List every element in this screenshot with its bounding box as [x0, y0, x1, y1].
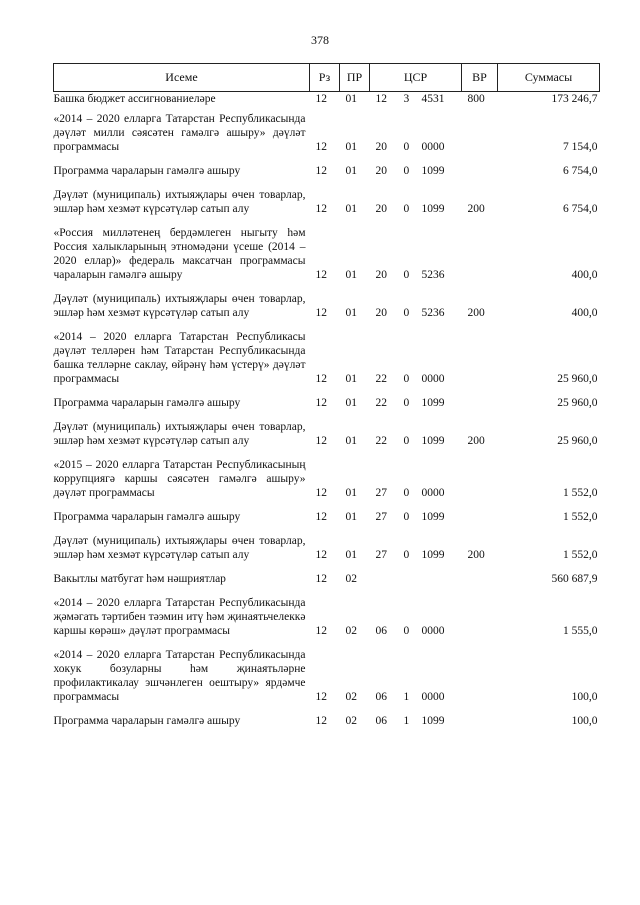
- row-csr-subprogram: 0: [403, 269, 410, 281]
- row-rz: 12: [315, 625, 327, 637]
- row-csr-direction: 5236: [421, 269, 445, 281]
- table-row: [54, 504, 600, 528]
- row-rz: 12: [315, 549, 327, 561]
- row-name: «2014 – 2020 елларга Татарстан Республикасы дәүләт телләрен һәм Татарстан Республикасында башка телләрне саклау, өйрәнү һәм үстерү» дәүләт программасы: [53, 331, 306, 385]
- row-csr-direction: 1099: [421, 165, 445, 177]
- page-number: 378: [311, 33, 329, 47]
- row-csr-program: 20: [375, 141, 387, 153]
- row-csr-subprogram: 0: [403, 307, 410, 319]
- budget-table: [53, 63, 600, 732]
- table-row: [54, 590, 600, 642]
- row-sum: 400,0: [571, 307, 598, 319]
- row-csr-program: 20: [375, 307, 387, 319]
- table-row: [54, 182, 600, 220]
- table-row: [54, 642, 600, 708]
- row-rz: 12: [315, 93, 327, 105]
- row-rz: 12: [315, 397, 327, 409]
- row-rz: 12: [315, 573, 327, 585]
- row-csr-subprogram: 0: [403, 165, 410, 177]
- row-rz: 12: [315, 373, 327, 385]
- row-csr-direction: [416, 566, 462, 590]
- row-rz: 12: [315, 715, 327, 727]
- row-vr: [462, 324, 498, 390]
- row-csr-subprogram: 0: [403, 203, 410, 215]
- table-row: [54, 92, 600, 107]
- row-vr: [462, 220, 498, 286]
- row-name: Дәүләт (муниципаль) ихтыяҗлары өчен товарлар, эшләр һәм хезмәт күрсәтүләр сатып алу: [53, 293, 306, 319]
- row-vr: [462, 708, 498, 732]
- row-csr-direction: 1099: [421, 511, 445, 523]
- row-csr-direction: 1099: [421, 203, 445, 215]
- row-sum: 1 552,0: [563, 549, 598, 561]
- row-vr: [462, 106, 498, 158]
- row-pr: 01: [345, 487, 357, 499]
- row-rz: 12: [315, 435, 327, 447]
- row-csr-program: 22: [375, 397, 387, 409]
- row-pr: 01: [345, 203, 357, 215]
- row-csr-program: 27: [375, 511, 387, 523]
- header-csr: ЦСР: [370, 64, 462, 92]
- row-pr: 02: [345, 573, 357, 585]
- table-row: [54, 566, 600, 590]
- table-row: [54, 708, 600, 732]
- row-name: «2014 – 2020 елларга Татарстан Республикасында хокук бозуларны һәм җинаятьләрне профилактикалау эшчәнлеген оештыру» ярдәмче программасы: [53, 649, 306, 703]
- row-rz: 12: [315, 307, 327, 319]
- row-csr-subprogram: 1: [403, 715, 410, 727]
- row-name: Башка бюджет ассигнованиеләре: [53, 93, 216, 105]
- row-name: «2014 – 2020 елларга Татарстан Республикасында җәмәгать тәртибен тәэмин итү һәм җинаятьчелеккә каршы көрәш» дәүләт программасы: [53, 597, 306, 637]
- row-csr-program: 06: [375, 691, 387, 703]
- row-csr-program: 12: [375, 93, 387, 105]
- row-pr: 01: [345, 435, 357, 447]
- row-csr-program: 06: [375, 625, 387, 637]
- row-sum: 100,0: [571, 715, 598, 727]
- row-csr-subprogram: 0: [403, 435, 410, 447]
- row-sum: 400,0: [571, 269, 598, 281]
- row-csr-subprogram: 0: [403, 373, 410, 385]
- row-name: Дәүләт (муниципаль) ихтыяҗлары өчен товарлар, эшләр һәм хезмәт күрсәтүләр сатып алу: [53, 189, 306, 215]
- table-row: [54, 324, 600, 390]
- row-name: Вакытлы матбугат һәм нәшриятлар: [53, 573, 226, 585]
- row-csr-subprogram: 3: [403, 93, 410, 105]
- row-csr-subprogram: [398, 566, 416, 590]
- row-sum: 1 552,0: [563, 487, 598, 499]
- row-vr: 200: [467, 435, 485, 447]
- row-csr-direction: 4531: [421, 93, 445, 105]
- row-csr-subprogram: 0: [403, 625, 410, 637]
- row-rz: 12: [315, 165, 327, 177]
- row-pr: 02: [345, 625, 357, 637]
- row-name: Программа чараларын гамәлгә ашыру: [53, 165, 241, 177]
- row-rz: 12: [315, 511, 327, 523]
- row-csr-program: 27: [375, 549, 387, 561]
- row-pr: 01: [345, 307, 357, 319]
- table-row: [54, 220, 600, 286]
- table-row: [54, 414, 600, 452]
- table-row: [54, 158, 600, 182]
- row-sum: 173 246,7: [551, 93, 598, 105]
- table-row: [54, 452, 600, 504]
- table-header: [54, 64, 600, 92]
- row-rz: 12: [315, 269, 327, 281]
- row-pr: 01: [345, 511, 357, 523]
- row-sum: 25 960,0: [557, 397, 598, 409]
- row-csr-direction: 5236: [421, 307, 445, 319]
- row-csr-program: 22: [375, 373, 387, 385]
- row-pr: 01: [345, 93, 357, 105]
- header-pr: ПР: [340, 64, 370, 92]
- row-vr: [462, 504, 498, 528]
- row-sum: 100,0: [571, 691, 598, 703]
- table-row: [54, 106, 600, 158]
- table-body: [54, 92, 600, 733]
- row-csr-direction: 0000: [421, 625, 445, 637]
- row-csr-direction: 1099: [421, 715, 445, 727]
- row-csr-program: [370, 566, 398, 590]
- row-csr-program: 20: [375, 269, 387, 281]
- row-name: «2014 – 2020 елларга Татарстан Республикасында дәүләт милли сәясәтен гамәлгә ашыру» дәүләт программасы: [53, 113, 306, 153]
- row-csr-subprogram: 0: [403, 141, 410, 153]
- row-sum: 25 960,0: [557, 435, 598, 447]
- row-csr-direction: 0000: [421, 141, 445, 153]
- row-name: Программа чараларын гамәлгә ашыру: [53, 397, 241, 409]
- row-name: «Россия милләтенең бердәмлеген ныгыту һәм Россия халыкларының этномәдәни үсеше (2014 – 2020 еллар)» федераль максатчан программасы чараларын гамәлгә ашыру: [53, 227, 306, 281]
- row-csr-program: 20: [375, 203, 387, 215]
- row-vr: 800: [467, 93, 485, 105]
- row-rz: 12: [315, 141, 327, 153]
- row-csr-direction: 0000: [421, 373, 445, 385]
- header-rz: Рз: [310, 64, 340, 92]
- row-pr: 01: [345, 397, 357, 409]
- table-row: [54, 286, 600, 324]
- row-vr: [462, 566, 498, 590]
- row-sum: 6 754,0: [563, 203, 598, 215]
- row-name: Программа чараларын гамәлгә ашыру: [53, 511, 241, 523]
- row-sum: 1 555,0: [563, 625, 598, 637]
- table-row: [54, 528, 600, 566]
- row-pr: 01: [345, 373, 357, 385]
- row-csr-direction: 0000: [421, 487, 445, 499]
- row-name: Программа чараларын гамәлгә ашыру: [53, 715, 241, 727]
- row-csr-program: 22: [375, 435, 387, 447]
- row-rz: 12: [315, 203, 327, 215]
- row-csr-program: 20: [375, 165, 387, 177]
- row-vr: [462, 452, 498, 504]
- row-pr: 02: [345, 691, 357, 703]
- row-name: Дәүләт (муниципаль) ихтыяҗлары өчен товарлар, эшләр һәм хезмәт күрсәтүләр сатып алу: [53, 421, 306, 447]
- table-row: [54, 390, 600, 414]
- row-sum: 6 754,0: [563, 165, 598, 177]
- row-vr: [462, 590, 498, 642]
- row-csr-subprogram: 0: [403, 487, 410, 499]
- row-name: Дәүләт (муниципаль) ихтыяҗлары өчен товарлар, эшләр һәм хезмәт күрсәтүләр сатып алу: [53, 535, 306, 561]
- row-csr-direction: 1099: [421, 435, 445, 447]
- row-vr: 200: [467, 549, 485, 561]
- row-sum: 1 552,0: [563, 511, 598, 523]
- row-name: «2015 – 2020 елларга Татарстан Республикасының коррупциягә каршы сәясәтен гамәлгә ашыру» дәүләт программасы: [53, 459, 306, 499]
- row-csr-subprogram: 0: [403, 397, 410, 409]
- row-csr-program: 27: [375, 487, 387, 499]
- row-vr: 200: [467, 307, 485, 319]
- row-rz: 12: [315, 487, 327, 499]
- row-csr-subprogram: 0: [403, 511, 410, 523]
- row-pr: 02: [345, 715, 357, 727]
- row-csr-direction: 0000: [421, 691, 445, 703]
- row-pr: 01: [345, 165, 357, 177]
- header-vr: ВР: [462, 64, 498, 92]
- row-vr: [462, 158, 498, 182]
- row-sum: 7 154,0: [563, 141, 598, 153]
- row-vr: 200: [467, 203, 485, 215]
- row-rz: 12: [315, 691, 327, 703]
- row-vr: [462, 390, 498, 414]
- row-pr: 01: [345, 549, 357, 561]
- row-sum: 25 960,0: [557, 373, 598, 385]
- header-sum: Суммасы: [498, 64, 600, 92]
- row-pr: 01: [345, 141, 357, 153]
- row-csr-direction: 1099: [421, 397, 445, 409]
- row-csr-subprogram: 0: [403, 549, 410, 561]
- header-name: Исеме: [54, 64, 310, 92]
- row-csr-direction: 1099: [421, 549, 445, 561]
- row-csr-subprogram: 1: [403, 691, 410, 703]
- row-pr: 01: [345, 269, 357, 281]
- row-csr-program: 06: [375, 715, 387, 727]
- row-vr: [462, 642, 498, 708]
- row-sum: 560 687,9: [551, 573, 598, 585]
